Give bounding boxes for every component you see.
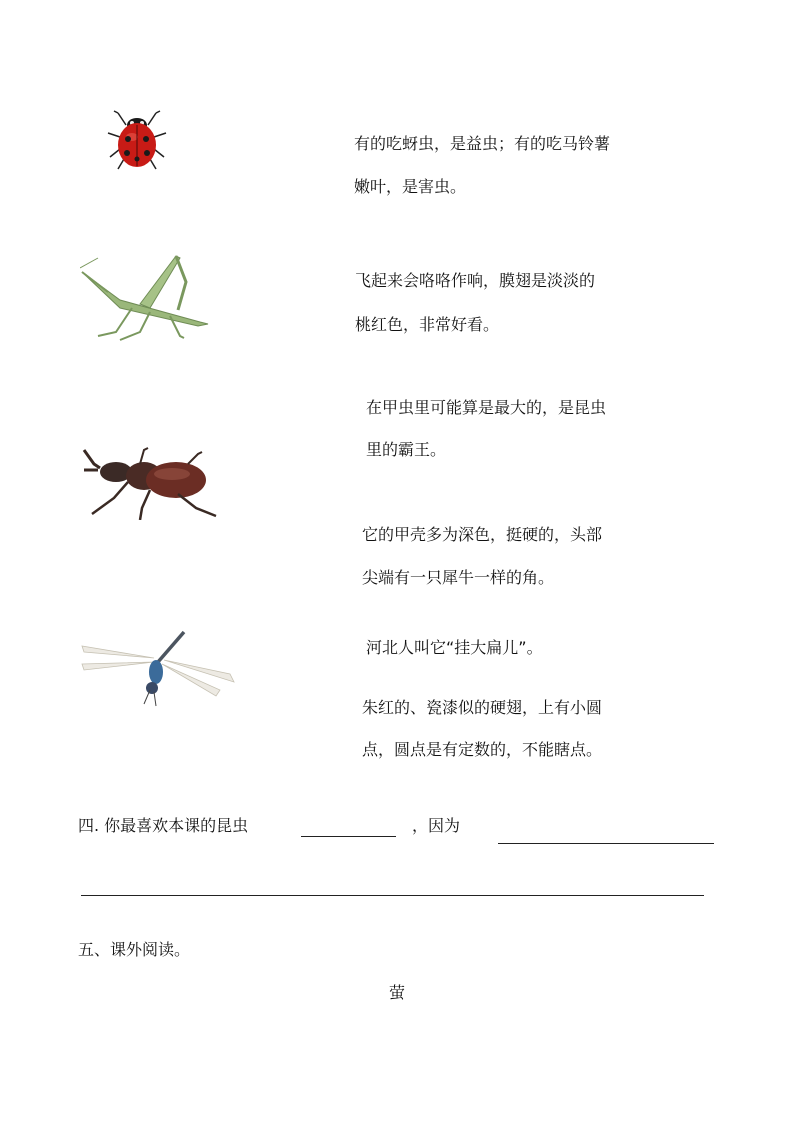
beetle-shell-desc-line2: 尖端有一只犀牛一样的角。 — [362, 568, 555, 587]
section4-prompt: 四. 你最喜欢本课的昆虫 — [78, 816, 249, 835]
favorite-insect-blank[interactable] — [301, 836, 396, 837]
grasshopper-desc-line2: 桃红色，非常好看。 — [355, 315, 500, 334]
ladybug-spots-desc-line2: 点，圆点是有定数的，不能瞎点。 — [362, 740, 603, 759]
reason-blank-line2[interactable] — [81, 895, 704, 896]
ladybug-spots-desc-line1: 朱红的、瓷漆似的硬翅，上有小圆 — [362, 698, 603, 717]
reading-title: 萤 — [389, 983, 406, 1002]
reason-blank[interactable] — [498, 843, 714, 844]
rhinoceros-beetle-icon — [80, 446, 218, 520]
dragonfly-icon — [80, 628, 236, 710]
beetle-desc-line1: 在甲虫里可能算是最大的，是昆虫 — [366, 398, 607, 417]
grasshopper-icon — [80, 252, 214, 342]
grasshopper-desc-line1: 飞起来会咯咯作响，膜翅是淡淡的 — [355, 271, 596, 290]
ladybug-icon — [104, 103, 170, 171]
beetle-shell-desc-line1: 它的甲壳多为深色，挺硬的，头部 — [362, 525, 603, 544]
ladybug-desc-line1: 有的吃蚜虫，是益虫；有的吃马铃薯 — [354, 134, 611, 153]
beetle-desc-line2: 里的霸王。 — [366, 440, 447, 459]
section4-because: ，因为 — [412, 816, 461, 835]
section5-heading: 五、课外阅读。 — [78, 940, 191, 959]
ladybug-desc-line2: 嫩叶，是害虫。 — [354, 177, 467, 196]
dragonfly-desc-line1: 河北人叫它“挂大扁儿”。 — [366, 638, 543, 657]
